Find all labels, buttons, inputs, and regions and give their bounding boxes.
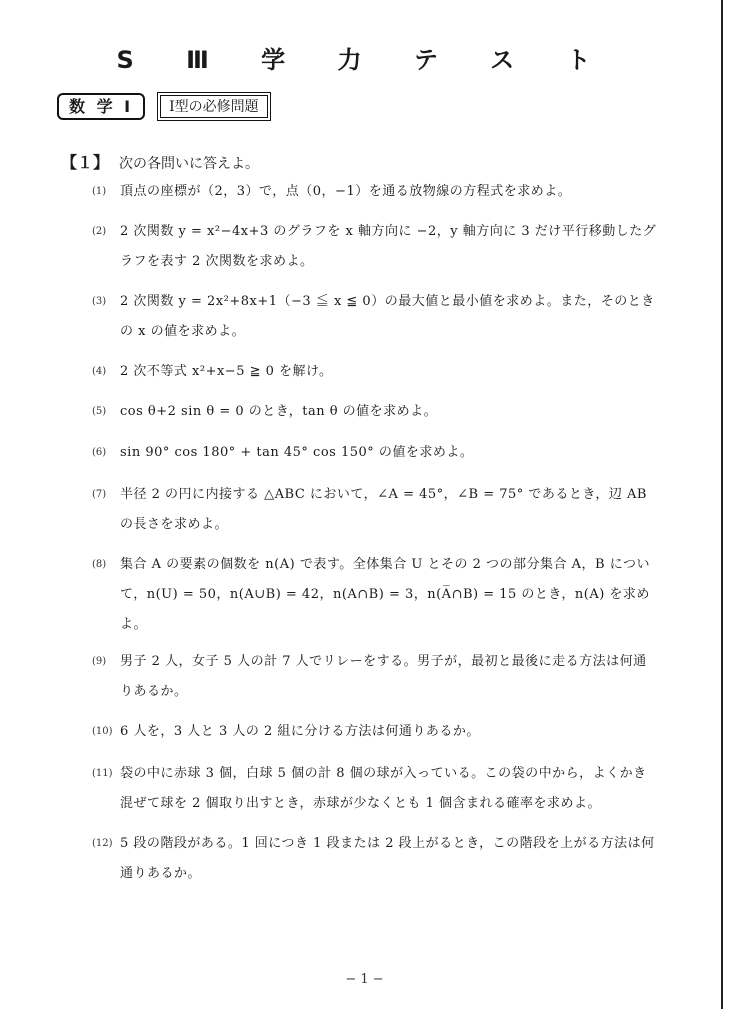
question-text: 2 次関数 y = x²−4x+3 のグラフを x 軸方向に −2，y 軸方向に 3 だけ平行移動したグラフを表す 2 次関数を求めよ。 [120,224,657,269]
question-number: (4) [92,366,107,377]
question-11 [92,759,660,819]
question-8 [92,550,660,640]
question-5 [92,397,660,427]
question-2 [92,217,660,277]
page-edge-line [721,0,723,1009]
section-heading [61,150,259,173]
question-text: 半径 2 の円に内接する △ABC において，∠A = 45°，∠B = 75° であるとき，辺 AB の長さを求めよ。 [120,487,647,532]
question-text: 5 段の階段がある。1 回につき 1 段または 2 段上がるとき，この階段を上がる方法は何通りあるか。 [120,836,655,881]
question-12 [92,829,660,889]
question-7 [92,480,660,540]
question-3 [92,287,660,347]
question-10 [92,717,660,747]
header-row [57,93,268,120]
question-text: 男子 2 人，女子 5 人の計 7 人でリレーをする。男子が，最初と最後に走る方法は何通りあるか。 [120,654,647,699]
question-number: (2) [92,226,107,237]
question-number: (3) [92,296,107,307]
question-9 [92,647,660,707]
subject-label: 数 学 Ⅰ [57,93,145,120]
section-number: 【１】 [61,153,110,172]
question-text: 袋の中に赤球 3 個，白球 5 個の計 8 個の球が入っている。この袋の中から，よくかき混ぜて球を 2 個取り出すとき，赤球が少なくとも 1 個含まれる確率を求めよ。 [120,766,647,811]
question-text: sin 90° cos 180° + tan 45° cos 150° の値を求めよ。 [120,445,474,460]
section-instruction: 次の各問いに答えよ。 [119,156,259,172]
question-text: 2 次関数 y = 2x²+8x+1（−3 ≦ x ≦ 0）の最大値と最小値を求めよ。また，そのときの x の値を求めよ。 [120,294,655,339]
question-6 [92,438,660,468]
question-text: cos θ+2 sin θ = 0 のとき，tan θ の値を求めよ。 [120,404,438,419]
page-number: − 1 − [345,972,384,987]
question-number: (8) [92,559,107,570]
question-4 [92,357,660,387]
question-number: (7) [92,489,107,500]
question-text: 6 人を，3 人と 3 人の 2 組に分ける方法は何通りあるか。 [120,724,480,739]
type-label: Ⅰ型の必修問題 [160,95,268,118]
question-text: 頂点の座標が（2，3）で，点（0，−1）を通る放物線の方程式を求めよ。 [120,184,572,199]
question-number: (12) [92,838,113,849]
question-number: (5) [92,406,107,417]
question-number: (1) [92,186,107,197]
question-number: (11) [92,768,113,779]
page-title: S Ⅲ 学 力 テ ス ト [116,46,613,74]
question-number: (10) [92,726,113,737]
question-number: (9) [92,656,107,667]
question-number: (6) [92,447,107,458]
question-text: 集合 A の要素の個数を n(A) で表す。全体集合 U とその 2 つの部分集合 A，B について，n(U) = 50，n(A∪B) = 42，n(A∩B) = 3，n(A̅∩B) = 15 のとき，n(A) を求めよ。 [120,557,650,632]
question-text: 2 次不等式 x²+x−5 ≧ 0 を解け。 [120,364,333,379]
question-1 [92,177,660,207]
